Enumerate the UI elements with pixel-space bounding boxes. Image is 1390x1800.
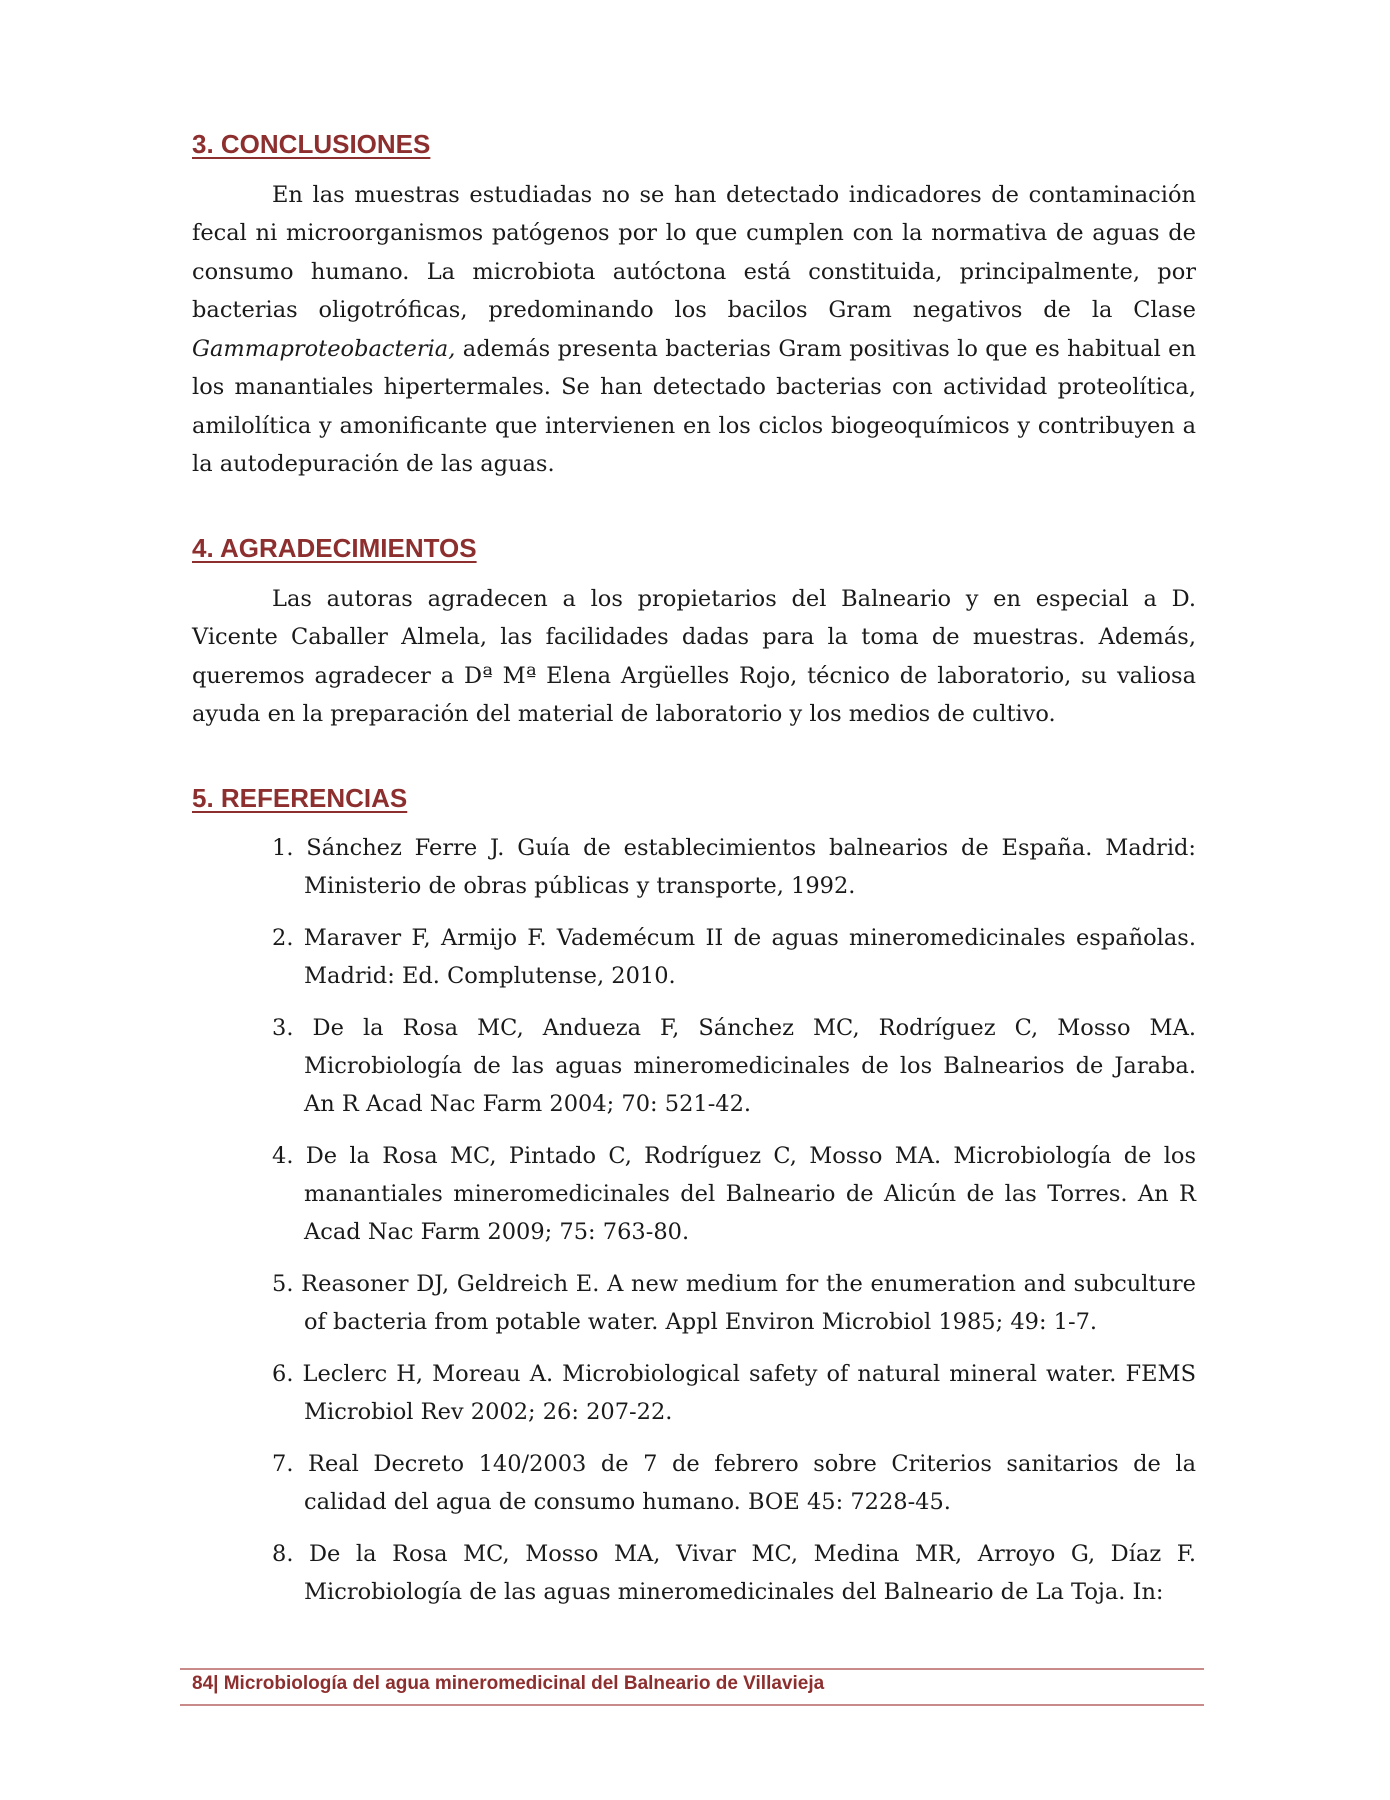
- reference-item: 2. Maraver F, Armijo F. Vademécum II de aguas mineromedicinales españolas. Madrid: Ed. Complutense, 2010.: [272, 925, 1196, 990]
- conclusions-paragraph: [192, 176, 1196, 484]
- conclusions-italic-term: Gammaproteobacteria,: [192, 335, 456, 362]
- references-section: [192, 782, 1196, 1612]
- conclusions-section: [192, 128, 1196, 484]
- references-list: [192, 829, 1196, 1611]
- conclusions-text-b: además presenta bacterias Gram positivas lo que es habitual en los manantiales hipertermales. Se han detectado bacterias con actividad proteolítica, amilolítica y amonificante que intervienen en los ciclos biogeoquímicos y contribuyen a la autodepuración de las aguas.: [192, 335, 1196, 478]
- conclusions-text-a: En las muestras estudiadas no se han detectado indicadores de contaminación fecal ni microorganismos patógenos por lo que cumplen con la normativa de aguas de consumo humano. La microbiota autóctona está constituida, principalmente, por bacterias oligotróficas, predominando los bacilos Gram negativos de la Clase: [192, 181, 1196, 324]
- references-heading: 5. REFERENCIAS: [192, 782, 408, 813]
- reference-item: 8. De la Rosa MC, Mosso MA, Vivar MC, Medina MR, Arroyo G, Díaz F. Microbiología de las aguas mineromedicinales del Balneario de La Toja. In:: [272, 1541, 1196, 1606]
- reference-item: 3. De la Rosa MC, Andueza F, Sánchez MC, Rodríguez C, Mosso MA. Microbiología de las aguas mineromedicinales de los Balnearios de Jaraba. An R Acad Nac Farm 2004; 70: 521-42.: [272, 1015, 1196, 1118]
- reference-item: 6. Leclerc H, Moreau A. Microbiological safety of natural mineral water. FEMS Microbiol Rev 2002; 26: 207-22.: [272, 1361, 1196, 1426]
- reference-item: 5. Reasoner DJ, Geldreich E. A new medium for the enumeration and subculture of bacteria from potable water. Appl Environ Microbiol 1985; 49: 1-7.: [272, 1271, 1196, 1336]
- acknowledgements-paragraph: Las autoras agradecen a los propietarios del Balneario y en especial a D. Vicente Caballer Almela, las facilidades dadas para la toma de muestras. Además, queremos agradecer a Dª Mª Elena Argüelles Rojo, técnico de laboratorio, su valiosa ayuda en la preparación del material de laboratorio y los medios de cultivo.: [192, 585, 1196, 728]
- document-page: [192, 128, 1196, 1659]
- conclusions-heading: 3. CONCLUSIONES: [192, 129, 431, 159]
- acknowledgements-section: [192, 532, 1196, 734]
- reference-item: 1. Sánchez Ferre J. Guía de establecimientos balnearios de España. Madrid: Ministerio de obras públicas y transporte, 1992.: [272, 835, 1196, 900]
- reference-item: 4. De la Rosa MC, Pintado C, Rodríguez C, Mosso MA. Microbiología de los manantiales mineromedicinales del Balneario de Alicún de las Torres. An R Acad Nac Farm 2009; 75: 763-80.: [272, 1143, 1196, 1246]
- footer-text: 84| Microbiología del agua mineromedicinal del Balneario de Villavieja: [192, 1673, 825, 1694]
- acknowledgements-heading: 4. AGRADECIMIENTOS: [192, 532, 477, 563]
- page-footer: [180, 1668, 1204, 1706]
- reference-item: 7. Real Decreto 140/2003 de 7 de febrero sobre Criterios sanitarios de la calidad del agua de consumo humano. BOE 45: 7228-45.: [272, 1451, 1196, 1516]
